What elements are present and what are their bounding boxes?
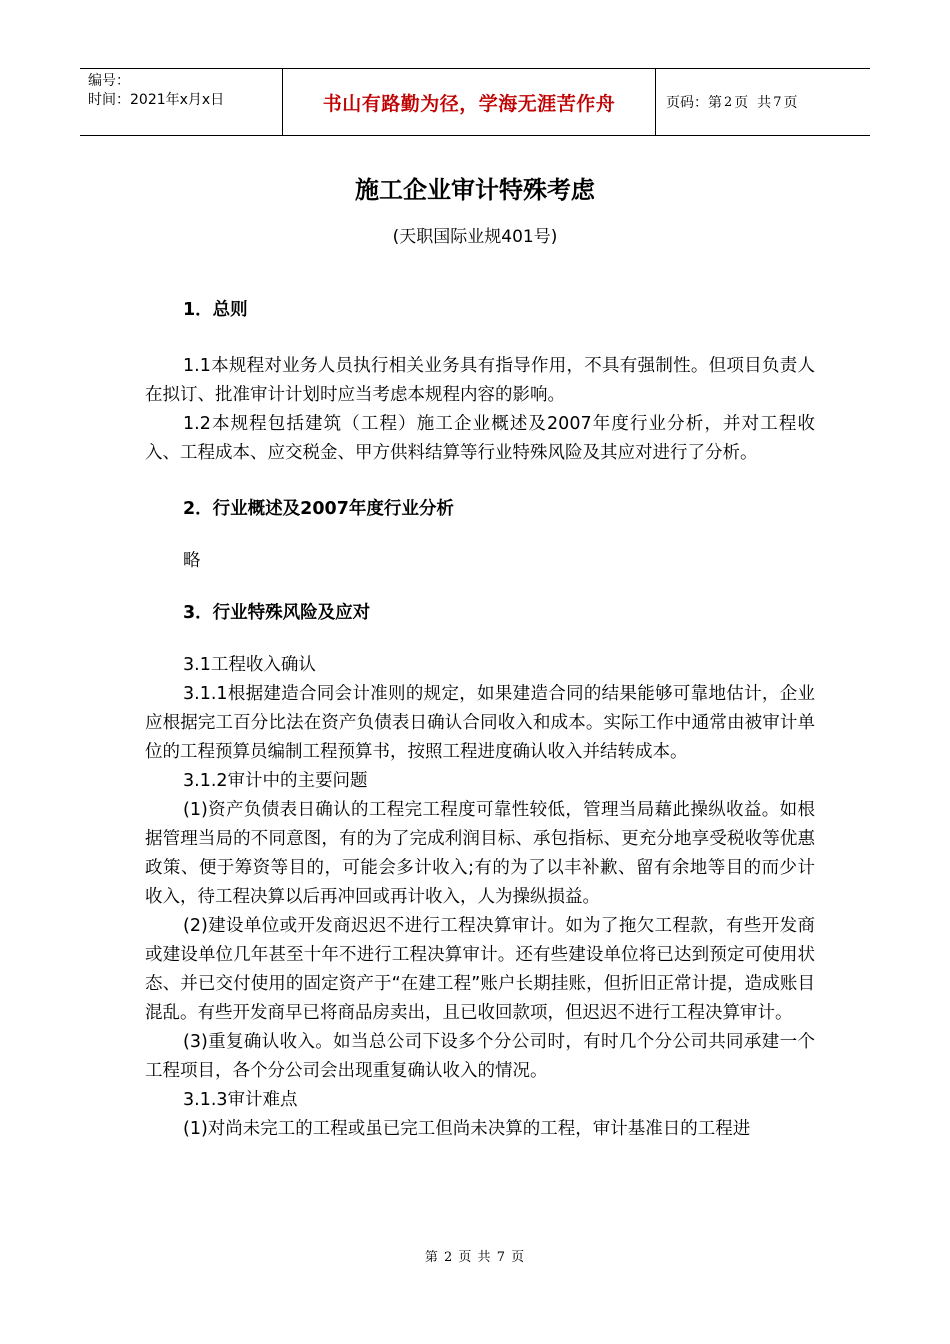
paragraph-3-1-2: 3.1.2审计中的主要问题 — [183, 771, 368, 791]
paragraph-1-1: 1.1本规程对业务人员执行相关业务具有指导作用，不具有强制性。但项目负责人在拟订、批准审计计划时应当考虑本规程内容的影响。 — [145, 356, 815, 405]
page-total: 7 — [773, 94, 782, 110]
paragraph-3-1-2-1: (1)资产负债表日确认的工程完工程度可靠性较低，管理当局藉此操纵收益。如根据管理当局的不同意图，有的为了完成利润目标、承包指标、更充分地享受税收等优惠政策、便于筹资等目的，可能会多计收入;有的为了以丰补歉、留有余地等目的而少计收入，待工程决算以后再冲回或再计收入，人为操纵损益。 — [145, 800, 815, 907]
section-2-heading: 2．行业概述及2007年度行业分析 — [183, 499, 454, 519]
paragraph-1-2: 1.2本规程包括建筑（工程）施工企业概述及2007年度行业分析，并对工程收入、工程成本、应交税金、甲方供料结算等行业特殊风险及其应对进行了分析。 — [145, 414, 815, 463]
page-current: 2 — [724, 94, 733, 110]
section-3-heading: 3．行业特殊风险及应对 — [183, 603, 371, 623]
document-subtitle: (天职国际业规401号) — [392, 227, 558, 247]
paragraph-3-1-3-1: (1)对尚未完工的工程或虽已完工但尚未决算的工程，审计基准日的工程进 — [183, 1119, 751, 1139]
page-mid: 页 共 — [734, 95, 772, 111]
page-suffix: 页 — [783, 95, 798, 111]
paragraph-3-1-1: 3.1.1根据建造合同会计准则的规定，如果建造合同的结果能够可靠地估计，企业应根据完工百分比法在资产负债表日确认合同收入和成本。实际工作中通常由被审计单位的工程预算员编制工程预算书，按照工程进度确认收入并结转成本。 — [145, 684, 815, 762]
header-motto: 书山有路勤为径，学海无涯苦作舟 — [282, 69, 656, 135]
header-left-cell — [80, 69, 282, 135]
section-1-heading: 1．总则 — [183, 300, 248, 320]
document-body — [145, 296, 815, 1144]
page-prefix: 页码：第 — [666, 95, 722, 111]
page-footer: 第 2 页 共 7 页 — [424, 1250, 526, 1265]
header-page-info — [656, 69, 870, 135]
page-header — [80, 68, 870, 136]
section-2-body: 略 — [183, 551, 201, 571]
paragraph-3-1-2-2: (2)建设单位或开发商迟迟不进行工程决算审计。如为了拖欠工程款，有些开发商或建设单位几年甚至十年不进行工程决算审计。还有些建设单位将已达到预定可使用状态、并已交付使用的固定资产于“在建工程”账户长期挂账，但折旧正常计提，造成账目混乱。有些开发商早已将商品房卖出，且已收回款项，但迟迟不进行工程决算审计。 — [145, 916, 815, 1023]
paragraph-3-1-3: 3.1.3审计难点 — [183, 1090, 298, 1110]
document-title: 施工企业审计特殊考虑 — [355, 176, 595, 204]
paragraph-3-1-2-3: (3)重复确认收入。如当总公司下设多个分公司时，有时几个分公司共同承建一个工程项目，各个分公司会出现重复确认收入的情况。 — [145, 1032, 815, 1081]
paragraph-3-1: 3.1工程收入确认 — [183, 655, 316, 675]
document-number-label: 编号： — [88, 73, 130, 89]
document-time-label: 时间：2021年x月x日 — [88, 92, 225, 108]
